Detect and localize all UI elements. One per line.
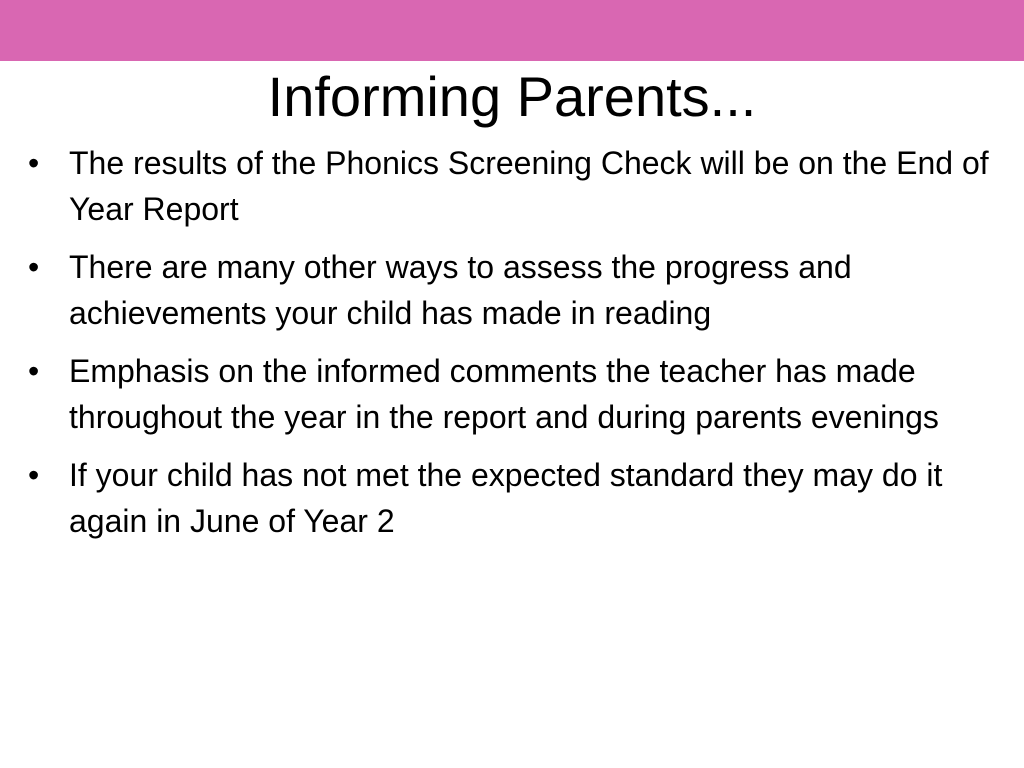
bullet-text: Emphasis on the informed comments the teacher has made throughout the year in the report and during parents evenings [69,353,939,435]
bullet-item [28,140,998,232]
bullet-icon: • [28,249,40,285]
bullet-icon: • [28,353,40,389]
top-color-band [0,0,1024,61]
bullet-item [28,348,998,440]
bullet-icon: • [28,457,40,493]
bullet-item [28,452,998,544]
bullet-text: There are many other ways to assess the progress and achievements your child has made in reading [69,249,852,331]
slide-title: Informing Parents... [267,65,757,128]
bullet-list [28,140,998,556]
bullet-text: If your child has not met the expected standard they may do it again in June of Year 2 [69,457,943,539]
bullet-icon: • [28,145,40,181]
bullet-item [28,244,998,336]
bullet-text: The results of the Phonics Screening Check will be on the End of Year Report [69,145,989,227]
